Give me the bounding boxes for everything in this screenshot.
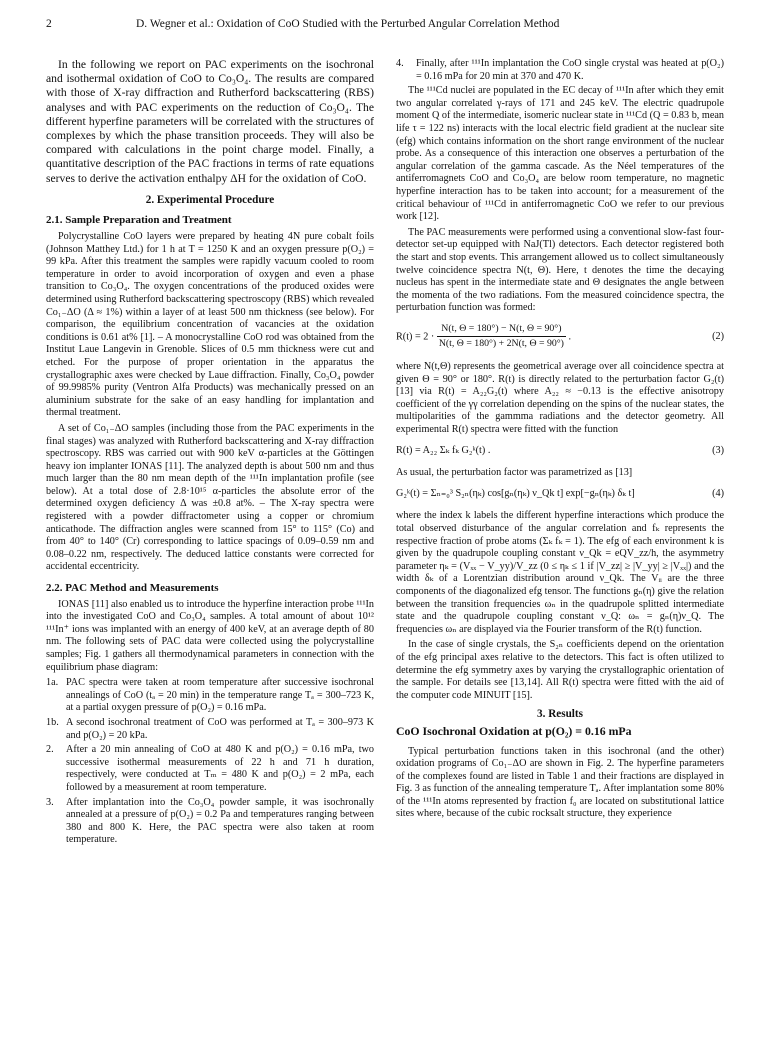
paragraph-pac-method: IONAS [11] also enabled us to introduce the hyperfine interaction probe ¹¹¹In into the investigated CoO and Co₃O₄ samples. A total amount of about 10¹² ¹¹¹In⁺ ions was implanted with an energy of 400 keV, at an average depth of 80 nm. The following sets of PAC data were collected using the polycrystalline samples; Fig. 1 gathers all thermodynamical parameters in connection with the equilibrium phase diagram:: [46, 598, 374, 673]
paragraph-results: Typical perturbation functions taken in this isochronal (and the other) oxidation programs of Co₁₋ΔO are shown in Fig. 2. The hyperfine parameters of the complexes found are listed in Table 1 and their fractions are displayed in Fig. 3 as function of the annealing temperature Tₐ. After implantation some 80% of the ¹¹¹In atoms represented by fraction f₀ are located on substitutional lattice sites where, because of the cubic rocksalt structure, they experience: [396, 745, 724, 820]
equation-body: [396, 323, 700, 351]
equation-3: [396, 445, 724, 458]
list-item-label: 3.: [46, 796, 54, 808]
equation-4: [396, 488, 724, 501]
list-item-text: After a 20 min annealing of CoO at 480 K and p(O₂) = 0.16 mPa, two successive isothermal measurements of 22 h and 71 h duration, respectively, were conducted at Tₘ = 480 K and p(O₂) = 2 mPa, each followed by a measurement at room temperature.: [66, 744, 374, 793]
list-item-text: A second isochronal treatment of CoO was performed at Tₐ = 300–973 K and p(O₂) = 20 kPa.: [66, 716, 374, 741]
page-number: 2: [46, 18, 52, 30]
equation-body: R(t) = A₂₂ Σₖ fₖ G₂ᵏ(t) .: [396, 444, 491, 456]
left-column: [46, 58, 374, 849]
subsection-heading-pac-method: 2.2. PAC Method and Measurements: [46, 582, 219, 595]
equation-number: (2): [712, 330, 724, 342]
right-column: [396, 58, 724, 824]
equation-fraction: [437, 323, 566, 351]
section-heading-results: 3. Results: [537, 708, 583, 721]
list-item: [46, 677, 374, 715]
fraction-numerator: N(t, Θ = 180°) − N(t, Θ = 90°): [437, 323, 566, 338]
paragraph-cd-nuclei: The ¹¹¹Cd nuclei are populated in the EC decay of ¹¹¹In after which they emit two angular correlated γ-rays of 171 and 245 keV. The electric quadrupole moment Q of the intermediate, isomeric nuclear state in ¹¹¹Cd (Q = 0.83 b, mean life τ = 122 ns) interacts with the local electric field gradient at the nuclear site (efg) which contains information on the short range environment of the nuclear probe. As a consequence of this interaction one observes a perturbation of the angular correlation of the gamma cascade. As the Néel temperatures of the antiferromagnets CoO and Co₃O₄ are below room temperature, no magnetic hyperfine interaction has to be taken into account; for a measurement of the critical behaviour of ¹¹¹Cd in antiferromagnetic CoO we refer to our previous work [12].: [396, 85, 724, 223]
list-item: [396, 58, 724, 83]
fraction-denominator: N(t, Θ = 180°) + 2N(t, Θ = 90°): [438, 338, 564, 350]
intro-paragraph: In the following we report on PAC experiments on the isochronal and isothermal oxidation of CoO to Co₃O₄. The results are compared with those of X-ray diffraction and Rutherford backscattering (RBS) analyses and with PAC experiments on the reduction of Co₃O₄. The different hyperfine parameters will be correlated with the structures of complexes by which the phase transition proceeds. They will also be compared with calculations in the point charge model. Finally, a quantitative description of the PAC fractions in terms of rate equations serves to derive the activation enthalpy ΔH for the oxidation of CoO.: [46, 58, 374, 185]
paragraph-pac-setup: The PAC measurements were performed using a conventional slow-fast four-detector set-up equipped with NaJ(Tl) detectors. Each detector registered both the start and stop events. This arrangement allowed us to collect simultaneously twelve coincidence spectra N(t, Θ). Here, t denotes the time the decaying nucleus has spent in the intermediate state and Θ designates the angle between the momenta of the two radiations. Fom the measured coincidence spectra, the perturbation function was formed:: [396, 226, 724, 314]
equation-lhs: R(t) = 2 ·: [396, 331, 435, 343]
paragraph-perturbation-factor: where N(t,Θ) represents the geometrical average over all coincidence spectra at given Θ = 90° or 180°. R(t) is directly related to the perturbation factor G₂(t) [13] via R(t) = A₂₂G₂(t) where A₂₂ ≈ −0.13 is the effective anisotropy coefficient of the γγ correlation depending on the spins of the nuclear states, the multipolarities of the gammma radiations and the detector geometry. All experimental R(t) spectra were fitted with the function: [396, 361, 724, 436]
running-title: D. Wegner et al.: Oxidation of CoO Studied with the Perturbed Angular Correlation Method: [136, 18, 560, 30]
running-header: [46, 18, 726, 36]
paragraph-parametrization: As usual, the perturbation factor was parametrized as [13]: [396, 467, 633, 479]
subsection-heading-isochronal: CoO Isochronal Oxidation at p(O₂) = 0.16 mPa: [396, 723, 632, 738]
list-item: [46, 797, 374, 847]
equation-number: (3): [712, 444, 724, 456]
paragraph-sample-preparation: Polycrystalline CoO layers were prepared by heating 4N pure cobalt foils (Johnson Matthey Ltd.) for 1 h at T = 1250 K and an oxygen pressure p(O₂) = 99 kPa. After this treatment the samples were rapidly vacuum cooled to room temperature in order to avoid incorporation of oxygen and even a phase transition to Co₃O₄. The oxygen concentrations of the produced oxides were determined using Rutherford backscattering spectroscopy (RBS) which revealed Co₁₋ΔO (Δ ≈ 1%) within a layer of at least 500 nm thickness (see below). For comparison, the equilibrium concentration of vacancies at the oxidation conditions is 0.61 at% [1]. – A monocrystalline CoO rod was obtained from the Institut Laue Langevin in Grenoble. Slices of 0.5 mm thickness were cut and etched. For the purpose of proper orientation in the apparatus the crystallographic axes were checked by Laue diffraction. Finally, Co₃O₄ powder of 99.9985% purity (Ventron Alfa Products) was mechanically pressed on an aluminium substrate for the sake of an easy handling for implantation and thermal treatment.: [46, 231, 374, 419]
list-item-label: 2.: [46, 744, 54, 756]
list-item: [46, 717, 374, 742]
equation-end: .: [568, 331, 572, 343]
list-item-label: 1b.: [46, 716, 59, 728]
paragraph-single-crystals: In the case of single crystals, the S₂ₙ coefficients depend on the orientation of the efg principal axes relative to the detectors. This fact is often utilized to determine the efg symmetry axes by varying the crystallographic orientation of the sample. For details see [13,14]. All R(t) spectra were fitted with the aid of the computer code MINUIT [15].: [396, 639, 724, 701]
paragraph-hyperfine-index: where the index k labels the different hyperfine interactions which produce the total observed disturbance of the angular correlation and fₖ represents the respective fraction of probe atoms (Σₖ fₖ = 1). The efg of each environment k is given by the quadrupole coupling constant ν_Qk = eQV_zz/h, the asymmetry parameter ηₖ = (Vₓₓ − V_yy)/V_zz (0 ≤ ηₖ ≤ 1 if |V_zz| ≥ |V_yy| ≥ |Vₓₓ|) and the width δₖ of a Lorentzian distribution around ν_Qk. The Vᵢᵢ are the three components of the diagonalized efg tensor. The functions gₙ(η) give the relation between the transition frequencies ωₙ in the quadrupole splitted intermediate state and the quadrupole coupling constant ν_Q: ωₙ = gₙ(η)ν_Q. The frequencies ωₙ are displayed via the Fourier transform of the R(t) function.: [396, 510, 724, 635]
list-item-label: 1a.: [46, 677, 59, 689]
list-item-label: 4.: [396, 58, 404, 69]
equation-2: [396, 323, 724, 351]
section-heading-experimental: 2. Experimental Procedure: [145, 193, 275, 206]
subsection-heading-sample-preparation: 2.1. Sample Preparation and Treatment: [46, 214, 232, 227]
list-item: [46, 744, 374, 794]
list-item-text: Finally, after ¹¹¹In implantation the CoO single crystal was heated at p(O₂) = 0.16 mPa for 20 min at 370 and 470 K.: [416, 58, 724, 82]
paragraph-rbs-xray: A set of Co₁₋ΔO samples (including those from the PAC experiments in the final stages) was analyzed with Rutherford backscattering and X-ray diffraction spectroscopy. RBS was carried out with 900 keV α-particles at the Göttingen heavy ion implanter IONAS [11]. The analyzed depth is about 500 nm and thus much larger than the 80 nm mean depth of the ¹¹¹In implantation profile (see below). At a total dose of 2.8·10¹⁵ α-particles the absolute error of the determined oxygen deficiency Δ was ±0.8 at%. – The X-ray spectra were registered with a powder diffractometer using a copper or chromium anticathode. The diffraction angles were scanned from 15° to 115° (Co) and from 40° to 140° (Cr) corresponding to lattice spacings of 0.09–0.59 nm and 0.08–0.22 nm, respectively. The deduced lattice constants were corrected for accidental eccentricity.: [46, 422, 374, 573]
list-item-text: PAC spectra were taken at room temperature after successive isochronal annealings of CoO (tₐ = 20 min) in the temperature range Tₐ = 300–723 K, at a partial oxygen pressure of p(O₂) = 0.16 mPa.: [66, 677, 374, 714]
equation-number: (4): [712, 487, 724, 499]
list-item-text: After implantation into the Co₃O₄ powder sample, it was isochronally annealed at a pressure of p(O₂) = 0.2 Pa and temperatures ranging between 380 and 800 K. Here, the PAC spectra were also taken at room temperature.: [66, 796, 374, 846]
equation-body: G₂ᵏ(t) = Σₙ₌₀³ S₂ₙ(ηₖ) cos[gₙ(ηₖ) ν_Qk t] exp[−gₙ(ηₖ) δₖ t]: [396, 487, 635, 499]
